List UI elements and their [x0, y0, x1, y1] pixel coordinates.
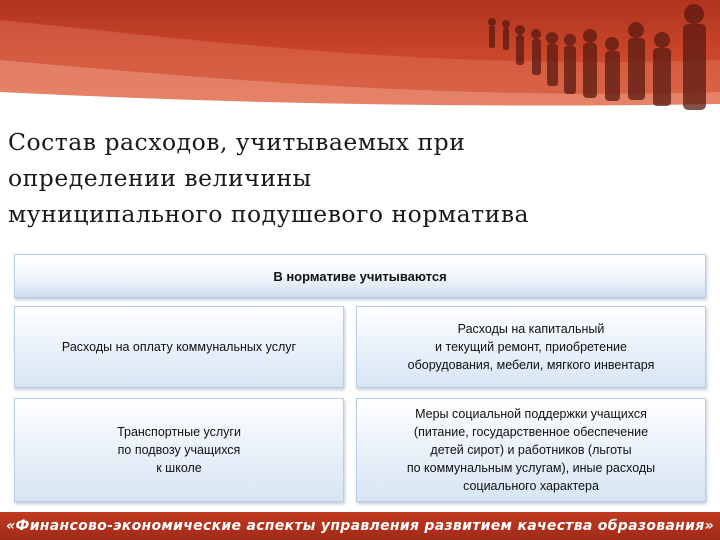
- box-text: Расходы на капитальный и текущий ремонт, приобретение оборудования, мебели, мягкого инвентаря: [407, 322, 655, 372]
- box-text: Меры социальной поддержки учащихся (питание, государственное обеспечение детей сирот) и работников (льготы по коммунальным услугам), иные расходы социального характера: [406, 407, 656, 493]
- footer-text: «Финансово-экономические аспекты управления развитием качества образования»: [6, 518, 714, 534]
- repair-equipment-costs-box: [356, 306, 706, 388]
- box-text: Расходы на оплату коммунальных услуг: [61, 340, 297, 354]
- header-banner: [0, 0, 720, 110]
- box-text: Транспортные услуги по подвозу учащихся к школе: [117, 425, 241, 475]
- transport-services-box: [14, 398, 344, 502]
- utilities-costs-box: [14, 306, 344, 388]
- title-line: муниципального подушевого норматива: [8, 200, 530, 228]
- footer-banner: [0, 512, 720, 540]
- people-silhouettes-image: [480, 0, 720, 110]
- slide-title: [8, 124, 708, 232]
- title-line: Состав расходов, учитываемых при: [8, 128, 466, 156]
- header-box-label: В нормативе учитываются: [273, 268, 447, 284]
- included-costs-header-box: [14, 254, 706, 298]
- title-line: определении величины: [8, 164, 312, 192]
- social-support-box: [356, 398, 706, 502]
